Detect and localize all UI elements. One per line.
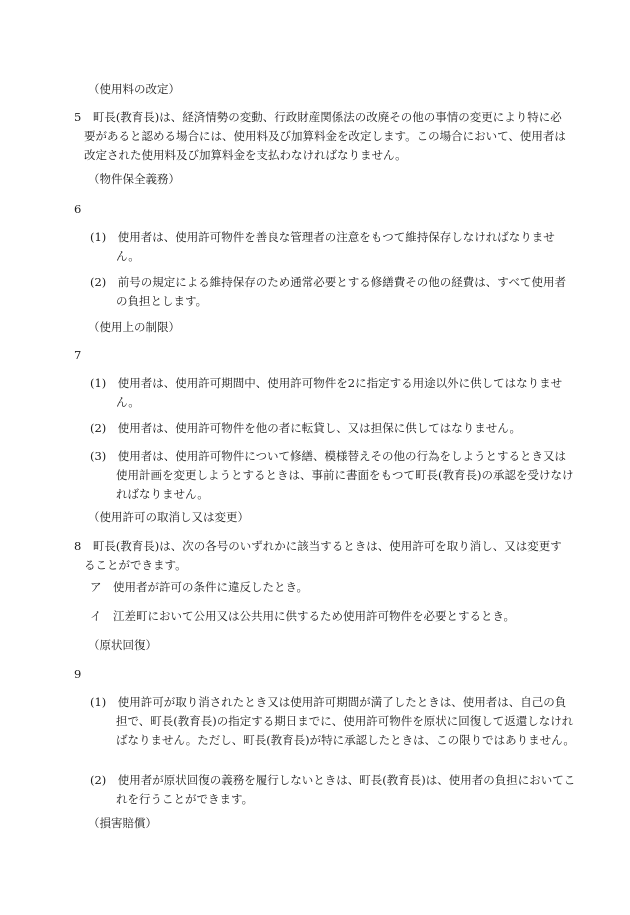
article-6-number: 6 — [74, 202, 82, 216]
heading-restriction: （使用上の制限） — [88, 320, 180, 334]
heading-preservation: （物件保全義務） — [88, 172, 180, 186]
heading-revocation: （使用許可の取消し又は変更） — [88, 510, 249, 524]
article-9-number: 9 — [74, 667, 82, 681]
article-8-item-a: ア 使用者が許可の条件に違反したとき。 — [90, 580, 309, 594]
article-7-item-2: (2) 使用者は、使用許可物件を他の者に転貸し、又は担保に供してはなりません。 — [90, 421, 521, 435]
heading-damages: （損害賠償） — [88, 816, 157, 830]
article-5: 5 町長(教育長)は、経済情勢の変動、行政財産関係法の改廃その他の事情の変更により特に必要があると認める場合には、使用料及び加算料金を改定します。この場合において、使用者は改定された使用料及び加算料金を支払わなければなりません。 — [74, 110, 566, 162]
article-7-item-1: (1) 使用者は、使用許可期間中、使用許可物件を2に指定する用途以外に供してはなりません。 — [90, 376, 563, 409]
heading-fee-revision: （使用料の改定） — [88, 82, 180, 96]
article-7-number: 7 — [74, 348, 82, 362]
heading-restoration: （原状回復） — [88, 638, 157, 652]
article-6-item-1: (1) 使用者は、使用許可物件を善良な管理者の注意をもつて維持保存しなければなりません。 — [90, 230, 555, 263]
article-8-item-i: イ 江差町において公用又は公共用に供するため使用許可物件を必要とするとき。 — [90, 609, 516, 623]
article-7-item-3: (3) 使用者は、使用許可物件について修繕、模様替えその他の行為をしようとするとき又は使用計画を変更しようとするときは、事前に書面をもつて町長(教育長)の承認を受けなければなりません。 — [90, 449, 574, 501]
article-8: 8 町長(教育長)は、次の各号のいずれかに該当するときは、使用許可を取り消し、又は変更することができます。 — [74, 539, 562, 572]
article-9-item-1: (1) 使用許可が取り消されたとき又は使用許可期間が満了したときは、使用者は、自己の負担で、町長(教育長)の指定する期日までに、使用許可物件を原状に回復して返還しなければなりません。ただし、町長(教育長)が特に承認したときは、この限りではありません。 — [90, 695, 575, 747]
article-9-item-2: (2) 使用者が原状回復の義務を履行しないときは、町長(教育長)は、使用者の負担においてこれを行うことができます。 — [90, 773, 576, 806]
article-6-item-2: (2) 前号の規定による維持保存のため通常必要とする修繕費その他の経費は、すべて使用者の負担とします。 — [90, 275, 567, 308]
